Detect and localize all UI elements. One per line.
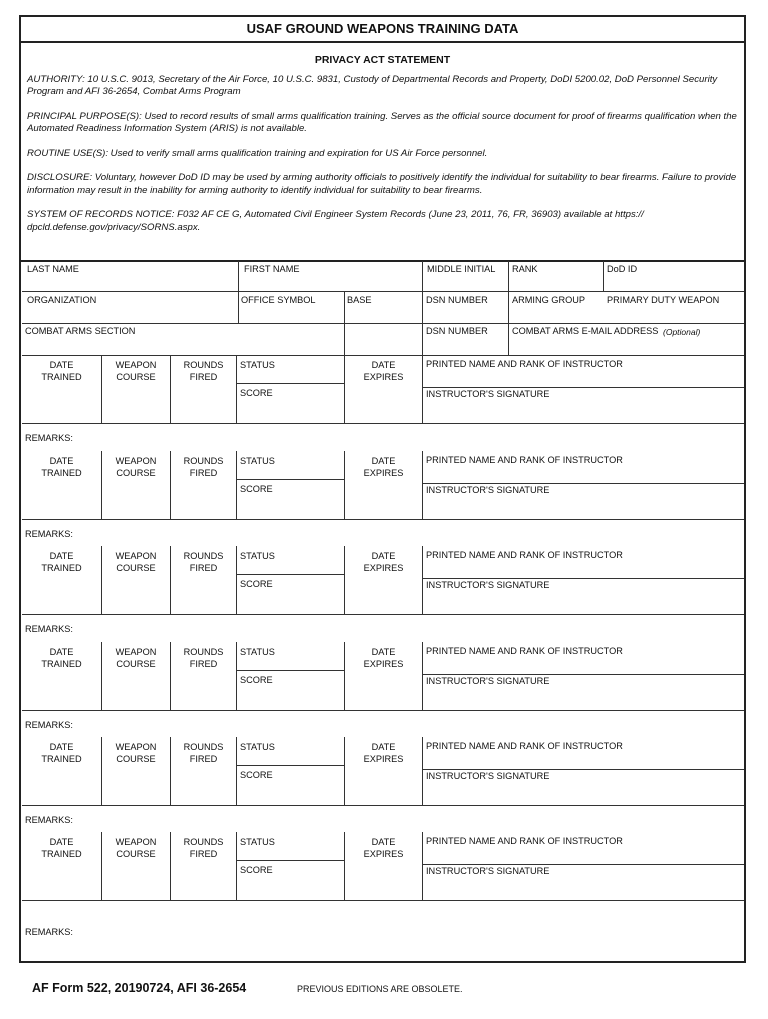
instructor-divider [422, 769, 746, 770]
date-trained-label: TRAINED [41, 563, 82, 573]
rounds-fired-label: ROUNDS [183, 742, 224, 752]
primary-duty-weapon-label: PRIMARY DUTY WEAPON [607, 295, 720, 305]
status-score-divider [236, 860, 344, 861]
date-expires-label: DATE [371, 837, 396, 847]
status-input[interactable] [237, 751, 344, 765]
instructor-signature-input[interactable] [423, 403, 746, 423]
status-input[interactable] [237, 560, 344, 574]
instructor-signature-label: INSTRUCTOR'S SIGNATURE [426, 771, 550, 781]
remarks-divider [22, 900, 746, 901]
rounds-fired-label: FIRED [189, 849, 218, 859]
form-identifier: AF Form 522, 20190724, AFI 36-2654 [32, 981, 247, 995]
instructor-signature-input[interactable] [423, 880, 746, 900]
instructor-divider [422, 483, 746, 484]
remarks-label: REMARKS: [25, 529, 73, 539]
middle-initial-input[interactable] [423, 274, 508, 291]
row-divider [22, 291, 746, 292]
status-input[interactable] [237, 369, 344, 383]
weapon-course-label: COURSE [116, 754, 156, 764]
privacy-principal-purpose: PRINCIPAL PURPOSE(S): Used to record results of small arms qualification training. Serves as the official source document for proof of firearms qualification when the Automated Readiness Information System (ARIS) is not available. [27, 110, 737, 134]
date-expires-input[interactable] [345, 481, 422, 519]
privacy-authority: AUTHORITY: 10 U.S.C. 9013, Secretary of the Air Force, 10 U.S.C. 9831, Custody of Departmental Records and Property, DoDI 5200.02, DoD Personnel Security Program and AFI 36-2654, Combat Arms Program [27, 73, 718, 97]
date-trained-label: TRAINED [41, 468, 82, 478]
score-input[interactable] [237, 590, 344, 614]
date-trained-input[interactable] [22, 862, 101, 900]
base-label: BASE [347, 295, 372, 305]
weapon-course-input[interactable] [102, 672, 170, 710]
instructor-signature-label: INSTRUCTOR'S SIGNATURE [426, 866, 550, 876]
instructor-signature-label: INSTRUCTOR'S SIGNATURE [426, 580, 550, 590]
training-data-form [19, 15, 746, 963]
status-score-divider [236, 383, 344, 384]
privacy-act-statement [21, 43, 744, 262]
rounds-fired-label: ROUNDS [183, 551, 224, 561]
status-score-divider [236, 765, 344, 766]
date-expires-label: DATE [371, 742, 396, 752]
remarks-input[interactable] [92, 425, 746, 451]
date-expires-label: EXPIRES [363, 563, 404, 573]
privacy-sorn: SYSTEM OF RECORDS NOTICE: F032 AF CE G, Automated Civil Engineer System Records (June 23, 2011, 76, FR, 36903) available at https:// dpcld.defense.gov/privacy/SORNS.aspx. [27, 209, 644, 233]
last-name-input[interactable] [22, 274, 238, 291]
instructor-divider [422, 387, 746, 388]
rounds-fired-input[interactable] [171, 862, 236, 900]
date-expires-label: DATE [371, 360, 396, 370]
privacy-heading: PRIVACY ACT STATEMENT [314, 54, 451, 66]
weapon-course-label: WEAPON [115, 742, 157, 752]
instructor-name-input[interactable] [423, 848, 746, 864]
score-label: SCORE [240, 770, 273, 780]
rounds-fired-input[interactable] [171, 385, 236, 423]
date-expires-input[interactable] [345, 672, 422, 710]
rounds-fired-label: ROUNDS [183, 456, 224, 466]
instructor-name-label: PRINTED NAME AND RANK OF INSTRUCTOR [426, 455, 623, 465]
arming-group-label: ARMING GROUP [512, 295, 585, 305]
obsolete-notice: PREVIOUS EDITIONS ARE OBSOLETE. [297, 984, 463, 994]
instructor-name-label: PRINTED NAME AND RANK OF INSTRUCTOR [426, 741, 623, 751]
score-input[interactable] [237, 876, 344, 900]
date-trained-label: TRAINED [41, 372, 82, 382]
rounds-fired-label: FIRED [189, 563, 218, 573]
dod-id-input[interactable] [604, 274, 746, 291]
score-label: SCORE [240, 865, 273, 875]
weapon-course-input[interactable] [102, 576, 170, 614]
instructor-divider [422, 578, 746, 579]
date-expires-input[interactable] [345, 576, 422, 614]
weapon-course-input[interactable] [102, 767, 170, 805]
form-title: USAF GROUND WEAPONS TRAINING DATA [21, 17, 744, 43]
date-trained-label: DATE [49, 742, 74, 752]
score-input[interactable] [237, 399, 344, 423]
instructor-name-label: PRINTED NAME AND RANK OF INSTRUCTOR [426, 836, 623, 846]
status-label: STATUS [240, 647, 275, 657]
first-name-label: FIRST NAME [244, 264, 300, 274]
instructor-name-input[interactable] [423, 467, 746, 483]
date-expires-label: EXPIRES [363, 372, 404, 382]
weapon-course-label: COURSE [116, 372, 156, 382]
instructor-signature-label: INSTRUCTOR'S SIGNATURE [426, 676, 550, 686]
date-trained-input[interactable] [22, 481, 101, 519]
status-input[interactable] [237, 656, 344, 670]
instructor-name-input[interactable] [423, 753, 746, 769]
first-name-input[interactable] [239, 274, 422, 291]
weapon-course-label: WEAPON [115, 456, 157, 466]
date-trained-label: DATE [49, 647, 74, 657]
date-expires-label: DATE [371, 551, 396, 561]
weapon-course-label: WEAPON [115, 837, 157, 847]
date-trained-input[interactable] [22, 767, 101, 805]
instructor-signature-label: INSTRUCTOR'S SIGNATURE [426, 389, 550, 399]
optional-note: (Optional) [663, 327, 701, 337]
rounds-fired-input[interactable] [171, 672, 236, 710]
dsn-number-label: DSN NUMBER [426, 295, 488, 305]
office-symbol-label: OFFICE SYMBOL [241, 295, 316, 305]
rounds-fired-label: FIRED [189, 468, 218, 478]
date-expires-label: DATE [371, 647, 396, 657]
weapon-course-label: COURSE [116, 563, 156, 573]
rounds-fired-label: ROUNDS [183, 360, 224, 370]
instructor-signature-label: INSTRUCTOR'S SIGNATURE [426, 485, 550, 495]
status-score-divider [236, 670, 344, 671]
status-label: STATUS [240, 360, 275, 370]
date-expires-label: EXPIRES [363, 659, 404, 669]
score-input[interactable] [237, 686, 344, 710]
dod-id-label: DoD ID [607, 264, 638, 274]
date-expires-input[interactable] [345, 862, 422, 900]
dsn-number-label: DSN NUMBER [426, 326, 488, 336]
remarks-divider [22, 805, 746, 806]
status-score-divider [236, 574, 344, 575]
instructor-signature-input[interactable] [423, 785, 746, 805]
date-trained-input[interactable] [22, 576, 101, 614]
remarks-input[interactable] [92, 616, 746, 642]
rule-line [238, 261, 239, 323]
date-trained-label: TRAINED [41, 659, 82, 669]
rounds-fired-label: FIRED [189, 659, 218, 669]
status-label: STATUS [240, 456, 275, 466]
rounds-fired-input[interactable] [171, 767, 236, 805]
weapon-course-label: COURSE [116, 468, 156, 478]
weapon-course-label: COURSE [116, 849, 156, 859]
rounds-fired-label: FIRED [189, 754, 218, 764]
weapon-course-label: COURSE [116, 659, 156, 669]
remarks-divider [22, 519, 746, 520]
date-trained-label: DATE [49, 837, 74, 847]
remarks-input[interactable] [92, 521, 746, 547]
status-input[interactable] [237, 465, 344, 479]
rounds-fired-input[interactable] [171, 481, 236, 519]
date-expires-input[interactable] [345, 385, 422, 423]
score-label: SCORE [240, 675, 273, 685]
remarks-label: REMARKS: [25, 624, 73, 634]
rule-line [344, 291, 345, 355]
date-expires-label: DATE [371, 456, 396, 466]
date-trained-input[interactable] [22, 672, 101, 710]
instructor-divider [422, 864, 746, 865]
weapon-course-label: WEAPON [115, 647, 157, 657]
remarks-label: REMARKS: [25, 927, 73, 937]
date-expires-label: EXPIRES [363, 849, 404, 859]
remarks-divider [22, 614, 746, 615]
status-label: STATUS [240, 837, 275, 847]
status-score-divider [236, 479, 344, 480]
remarks-label: REMARKS: [25, 815, 73, 825]
weapon-course-label: WEAPON [115, 551, 157, 561]
instructor-name-label: PRINTED NAME AND RANK OF INSTRUCTOR [426, 646, 623, 656]
date-expires-input[interactable] [345, 767, 422, 805]
rank-label: RANK [512, 264, 538, 274]
date-trained-label: TRAINED [41, 754, 82, 764]
instructor-name-input[interactable] [423, 658, 746, 674]
last-name-label: LAST NAME [27, 264, 79, 274]
weapon-course-label: WEAPON [115, 360, 157, 370]
combat-arms-section-label: COMBAT ARMS SECTION [25, 326, 136, 336]
weapon-course-input[interactable] [102, 862, 170, 900]
instructor-name-input[interactable] [423, 371, 746, 387]
remarks-label: REMARKS: [25, 433, 73, 443]
remarks-input[interactable] [92, 940, 746, 963]
weapon-course-input[interactable] [102, 481, 170, 519]
rounds-fired-label: FIRED [189, 372, 218, 382]
privacy-routine-use: ROUTINE USE(S): Used to verify small arms qualification training and expiration for US Air Force personnel. [27, 147, 488, 159]
instructor-name-label: PRINTED NAME AND RANK OF INSTRUCTOR [426, 550, 623, 560]
score-label: SCORE [240, 579, 273, 589]
remarks-divider [22, 423, 746, 424]
remarks-label: REMARKS: [25, 720, 73, 730]
date-expires-label: EXPIRES [363, 754, 404, 764]
instructor-name-input[interactable] [423, 562, 746, 578]
instructor-signature-input[interactable] [423, 690, 746, 710]
middle-initial-label: MIDDLE INITIAL [427, 264, 496, 274]
date-expires-label: EXPIRES [363, 468, 404, 478]
combat-arms-email-label: COMBAT ARMS E-MAIL ADDRESS [512, 326, 659, 336]
weapon-course-input[interactable] [102, 385, 170, 423]
date-trained-label: DATE [49, 551, 74, 561]
score-input[interactable] [237, 781, 344, 805]
instructor-signature-input[interactable] [423, 499, 746, 519]
rank-input[interactable] [509, 274, 603, 291]
remarks-input[interactable] [92, 712, 746, 738]
score-label: SCORE [240, 484, 273, 494]
organization-label: ORGANIZATION [27, 295, 97, 305]
instructor-name-label: PRINTED NAME AND RANK OF INSTRUCTOR [426, 359, 623, 369]
remarks-divider [22, 710, 746, 711]
date-trained-label: DATE [49, 360, 74, 370]
date-trained-label: TRAINED [41, 849, 82, 859]
status-input[interactable] [237, 846, 344, 860]
privacy-disclosure: DISCLOSURE: Voluntary, however DoD ID may be used by arming authority officials to positively identify the individual for suitability to bear firearms. Failure to provide information may result in the inability for arming authority to identify individual for suitability to bear firearms. [27, 172, 737, 196]
rounds-fired-input[interactable] [171, 576, 236, 614]
score-input[interactable] [237, 495, 344, 519]
status-label: STATUS [240, 742, 275, 752]
row-divider [22, 323, 746, 324]
rounds-fired-label: ROUNDS [183, 837, 224, 847]
date-trained-input[interactable] [22, 385, 101, 423]
date-trained-label: DATE [49, 456, 74, 466]
rounds-fired-label: ROUNDS [183, 647, 224, 657]
row-divider [22, 355, 746, 356]
score-label: SCORE [240, 388, 273, 398]
remarks-input[interactable] [92, 807, 746, 833]
status-label: STATUS [240, 551, 275, 561]
instructor-signature-input[interactable] [423, 594, 746, 614]
instructor-divider [422, 674, 746, 675]
